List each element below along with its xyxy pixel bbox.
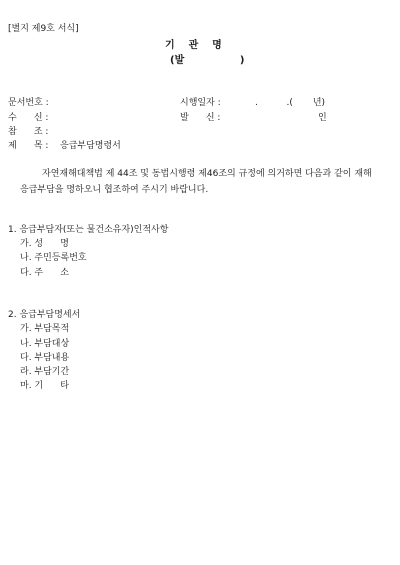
subject-label: 제 목 : [8,141,49,151]
section1-item-name: 가. 성 명 [20,239,69,249]
sender-seal-suffix: 인 [318,113,327,123]
section2-item-other: 마. 기 타 [20,381,69,391]
section2-item-content: 다. 부담내용 [20,353,70,363]
doc-number-label: 문서번호 : [8,98,49,108]
section1-item-address: 다. 주 소 [20,268,69,278]
org-name: 기 관 명 [165,40,222,51]
subject-value: 응급부담명령서 [60,141,121,151]
reference-label: 참 조 : [8,127,49,137]
exec-date-label: 시행일자 : [180,98,221,108]
section1-item-id: 나. 주민등록번호 [20,253,87,263]
section2-item-period: 라. 부담기간 [20,367,70,377]
recipient-label: 수 신 : [8,113,49,123]
section1-title: 1. 응급부담자(또는 물건소유자)인적사항 [8,225,169,235]
sender-label: 발 신 : [180,113,221,123]
exec-date-value: . .( 년) [255,98,326,108]
section2-title: 2. 응급부담명세서 [8,310,81,320]
section2-item-purpose: 가. 부담목적 [20,324,70,334]
form-label: [별지 제9호 서식] [8,24,79,34]
body-text: 자연재해대책법 제 44조 및 동법시행령 제46조의 규정에 의거하면 다음과 같이 재해응급부담을 명하오니 협조하여 주시기 바랍니다. [20,169,372,195]
body-paragraph [20,166,380,198]
section2-item-target: 나. 부담대상 [20,339,70,349]
org-sender-line: (발 ) [170,55,245,66]
